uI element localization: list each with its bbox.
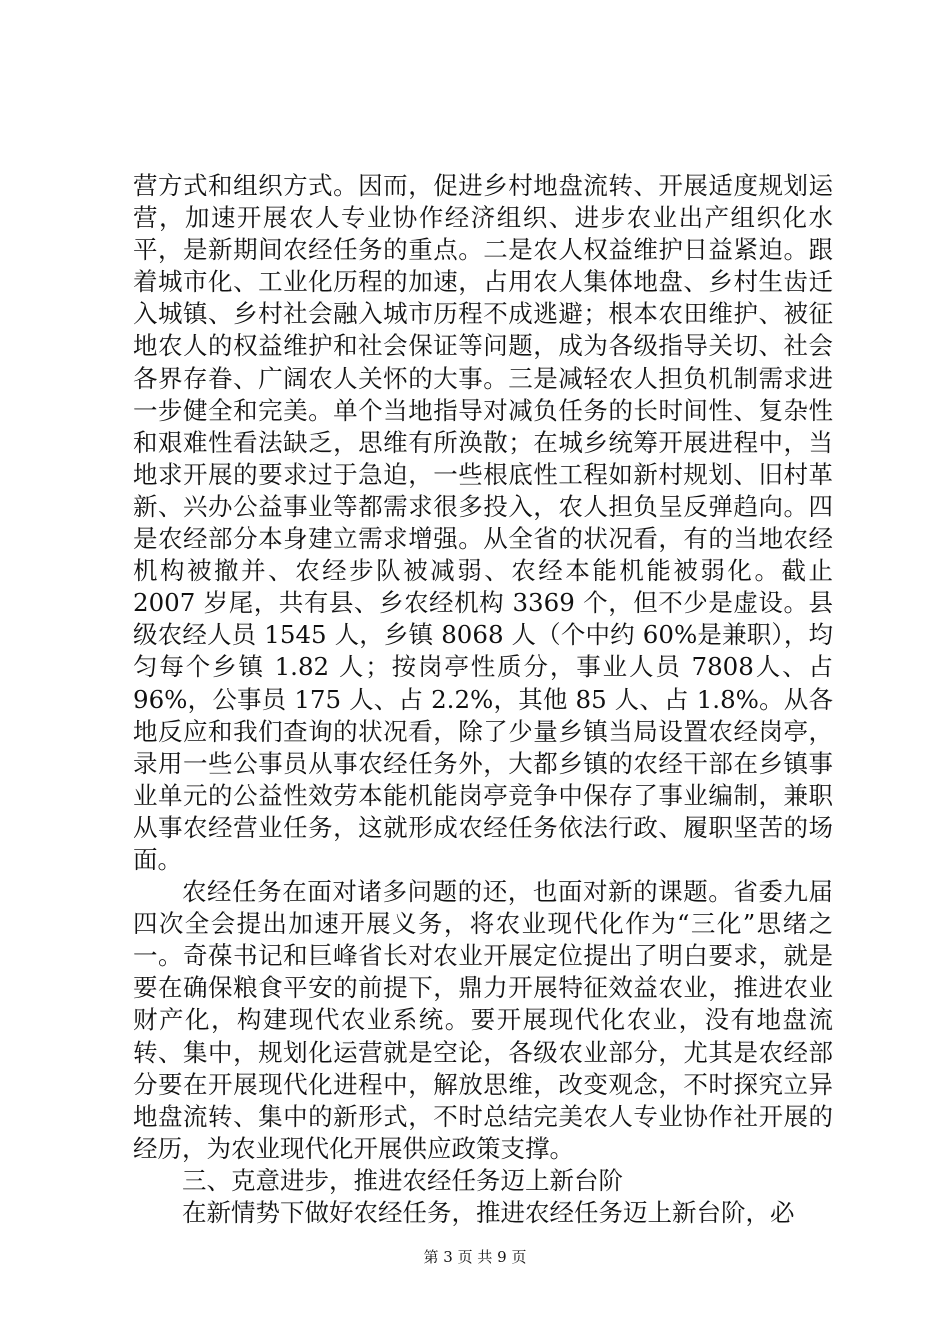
section-heading: 三、克意进步，推进农经任务迈上新台阶	[182, 1165, 623, 1195]
paragraph-2: 农经任务在面对诸多问题的还，也面对新的课题。省委九届四次全会提出加速开展义务，将农业现代化作为“三化”思绪之一。奇葆书记和巨峰省长对农业开展定位提出了明白要求，就是要在确保粮食平安的前提下，鼎力开展特征效益农业，推进农业财产化，构建现代农业系统。要开展现代化农业，没有地盘流转、集中，规划化运营就是空论，各级农业部分，尤其是农经部分要在开展现代化进程中，解放思维，改变观念，不时探究立异地盘流转、集中的新形式，不时总结完美农人专业协作社开展的经历，为农业现代化开展供应政策支撑。	[133, 877, 833, 1163]
page-footer: 第 3 页 共 9 页	[423, 1248, 527, 1266]
paragraph-1: 营方式和组织方式。因而，促进乡村地盘流转、开展适度规划运营，加速开展农人专业协作经济组织、进步农业出产组织化水平，是新期间农经任务的重点。二是农人权益维护日益紧迫。跟着城市化、工业化历程的加速，占用农人集体地盘、乡村生齿迁入城镇、乡村社会融入城市历程不成逃避；根本农田维护、被征地农人的权益维护和社会保证等问题，成为各级指导关切、社会各界存眷、广阔农人关怀的大事。三是减轻农人担负机制需求进一步健全和完美。单个当地指导对减负任务的长时间性、复杂性和艰难性看法缺乏，思维有所涣散；在城乡统筹开展进程中，当地求开展的要求过于急迫，一些根底性工程如新村规划、旧村革新、兴办公益事业等都需求很多投入，农人担负呈反弹趋向。四是农经部分本身建立需求增强。从全省的状况看，有的当地农经机构被撤并、农经步队被减弱、农经本能机能被弱化。截止 2007 岁尾，共有县、乡农经机构 3369 个，但不少是虚设。县级农经人员 1545 人，乡镇 8068 人（个中约 60%是兼职），均匀每个乡镇 1.82 人；按岗亭性质分，事业人员 7808人、占 96%，公事员 175 人、占 2.2%，其他 85 人、占 1.8%。从各地反应和我们查询的状况看，除了少量乡镇当局设置农经岗亭，录用一些公事员从事农经任务外，大都乡镇的农经干部在乡镇事业单元的公益性效劳本能机能岗亭竞争中保存了事业编制，兼职从事农经营业任务，这就形成农经任务依法行政、履职坚苦的场面。	[133, 171, 833, 874]
body-text	[133, 170, 833, 1229]
paragraph-3: 在新情势下做好农经任务，推进农经任务迈上新台阶，必	[182, 1198, 795, 1227]
